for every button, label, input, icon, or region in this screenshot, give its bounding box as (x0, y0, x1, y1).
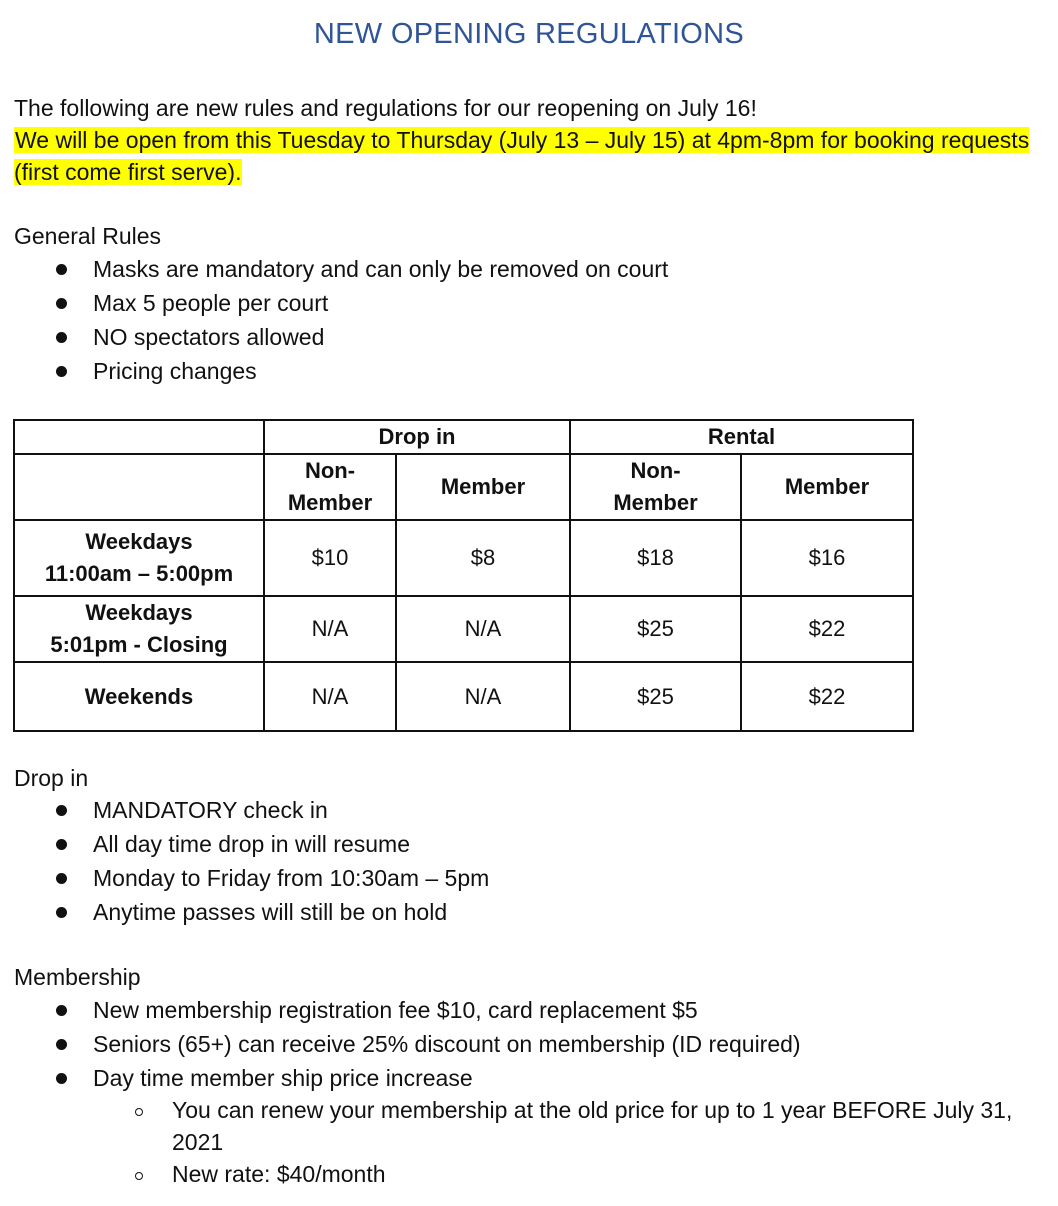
table-group-header-row (14, 420, 913, 454)
row-label: Weekdays 11:00am – 5:00pm (14, 520, 264, 596)
membership-heading: Membership (14, 964, 141, 990)
list-item: MANDATORY check in (0, 793, 1050, 827)
table-empty-cell (14, 454, 264, 520)
general-rules-list (0, 252, 1050, 388)
bullet-icon (56, 907, 67, 918)
table-cell: N/A (264, 596, 396, 662)
highlighted-notice: We will be open from this Tuesday to Thursday (July 13 – July 15) at 4pm-8pm for booking requests (first come first serve). (14, 127, 1030, 185)
table-cell: N/A (396, 596, 570, 662)
bullet-icon (56, 298, 67, 309)
drop-in-non-member-header: Non- Member (264, 454, 396, 520)
table-cell: $10 (264, 520, 396, 596)
hollow-bullet-icon (135, 1108, 143, 1116)
rental-group-header: Rental (570, 420, 913, 454)
list-item: Max 5 people per court (0, 286, 1050, 320)
sub-list-item: New rate: $40/month (0, 1158, 1052, 1190)
bullet-icon (56, 873, 67, 884)
bullet-icon (56, 839, 67, 850)
page-title: NEW OPENING REGULATIONS (313, 18, 745, 50)
list-item: All day time drop in will resume (0, 827, 1050, 861)
table-cell: $22 (741, 596, 913, 662)
bullet-icon (56, 1073, 67, 1084)
list-item: Monday to Friday from 10:30am – 5pm (0, 861, 1050, 895)
table-cell: $8 (396, 520, 570, 596)
list-item: NO spectators allowed (0, 320, 1050, 354)
list-item: Pricing changes (0, 354, 1050, 388)
table-row (14, 520, 913, 596)
table-cell: $22 (741, 662, 913, 731)
intro-highlight-text (14, 124, 1044, 188)
bullet-icon (56, 366, 67, 377)
table-cell: N/A (264, 662, 396, 731)
table-subheader-row (14, 454, 913, 520)
table-row (14, 596, 913, 662)
drop-in-heading: Drop in (14, 765, 89, 791)
table-cell: N/A (396, 662, 570, 731)
sub-list-item: You can renew your membership at the old price for up to 1 year BEFORE July 31, 2021 (0, 1094, 1052, 1158)
table-cell: $25 (570, 662, 741, 731)
list-item: Day time member ship price increase (0, 1061, 1050, 1095)
table-row (14, 662, 913, 731)
intro-paragraph (14, 92, 1044, 188)
row-label: Weekends (14, 662, 264, 731)
membership-list (0, 993, 1050, 1095)
bullet-icon (56, 1039, 67, 1050)
list-item: New membership registration fee $10, card replacement $5 (0, 993, 1050, 1027)
bullet-icon (56, 332, 67, 343)
pricing-table (13, 419, 914, 732)
intro-line: The following are new rules and regulations for our reopening on July 16! (14, 95, 757, 121)
table-corner-cell (14, 420, 264, 454)
table-cell: $16 (741, 520, 913, 596)
list-item: Seniors (65+) can receive 25% discount on membership (ID required) (0, 1027, 1050, 1061)
drop-in-list (0, 793, 1050, 929)
list-item: Masks are mandatory and can only be removed on court (0, 252, 1050, 286)
bullet-icon (56, 1005, 67, 1016)
rental-non-member-header: Non- Member (570, 454, 741, 520)
table-cell: $18 (570, 520, 741, 596)
row-label: Weekdays 5:01pm - Closing (14, 596, 264, 662)
hollow-bullet-icon (135, 1172, 143, 1180)
bullet-icon (56, 264, 67, 275)
bullet-icon (56, 805, 67, 816)
table-cell: $25 (570, 596, 741, 662)
drop-in-group-header: Drop in (264, 420, 570, 454)
drop-in-member-header: Member (396, 454, 570, 520)
general-rules-heading: General Rules (14, 223, 162, 249)
rental-member-header: Member (741, 454, 913, 520)
membership-sub-list (0, 1094, 1050, 1190)
list-item: Anytime passes will still be on hold (0, 895, 1050, 929)
